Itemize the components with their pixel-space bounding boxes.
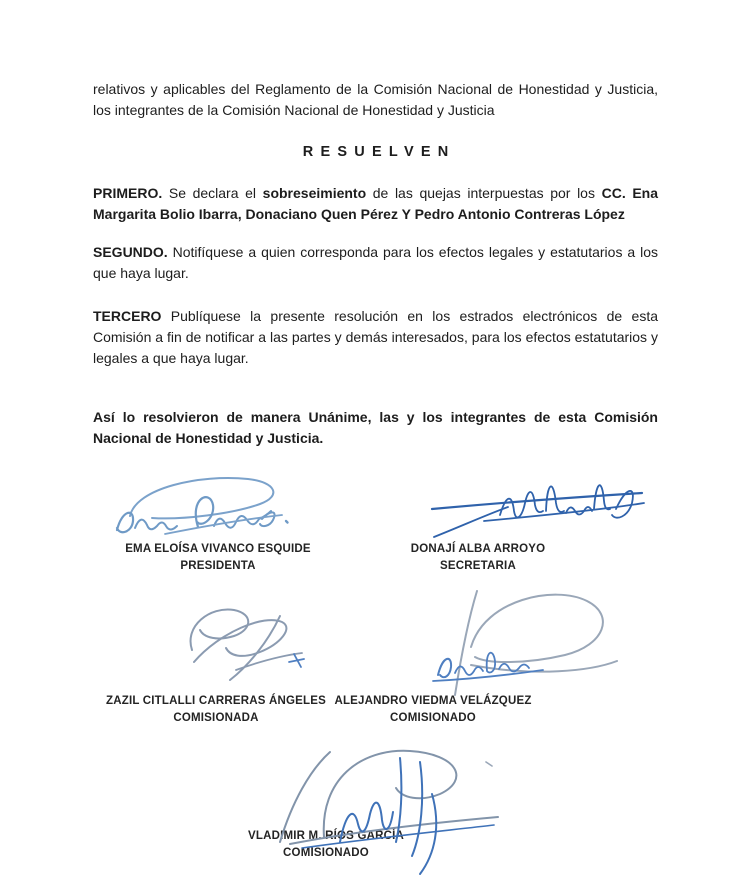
primero-bold-term: sobreseimiento <box>262 185 367 201</box>
segundo-label: SEGUNDO. <box>93 244 168 260</box>
primero-complainants: CC. Ena Margarita Bolio Ibarra, Donaciano Quen Pérez Y Pedro Antonio Contreras López <box>93 185 658 222</box>
primero-text-2: de las quejas interpuestas por los <box>366 185 602 201</box>
signatory-5-name: VLADIMIR M. RÍOS GARCÍA <box>247 830 404 842</box>
signatory-1-name: EMA ELOÍSA VIVANCO ESQUIDE <box>125 543 311 555</box>
signatory-4-label <box>303 693 563 727</box>
signatory-1-role: PRESIDENTA <box>180 560 256 572</box>
intro-paragraph <box>93 79 658 121</box>
signatory-2-name: DONAJÍ ALBA ARROYO <box>410 543 546 555</box>
signatory-4-role: COMISIONADO <box>390 712 476 724</box>
signatory-2-role: SECRETARIA <box>440 560 516 572</box>
tercero-text: Publíquese la presente resolución en los estrados electrónicos de esta Comisión a fin de notificar a las partes y demás interesados, para los efectos estatutarios y legales a que haya lugar. <box>93 308 658 366</box>
signatory-2-label <box>353 541 603 575</box>
primero-label: PRIMERO. <box>93 185 163 201</box>
signatory-3-role: COMISIONADA <box>173 712 259 724</box>
signatory-5-role: COMISIONADO <box>283 847 369 859</box>
signature-donaji-alba-arroyo-icon <box>428 473 646 543</box>
signature-vladimir-rios-icon <box>262 742 502 878</box>
resolution-primero <box>93 183 658 225</box>
resolution-segundo <box>93 242 658 284</box>
signature-alejandro-viedma-icon <box>425 585 620 697</box>
intro-text: relativos y aplicables del Reglamento de la Comisión Nacional de Honestidad y Justicia, los integrantes de la Comisión Nacional de Honestidad y Justicia <box>93 81 658 118</box>
signatory-3-name: ZAZIL CITLALLI CARRERAS ÁNGELES <box>105 695 326 707</box>
closing-paragraph: Así lo resolvieron de manera Unánime, las y los integrantes de esta Comisión Nacional de Honestidad y Justicia. <box>93 409 658 446</box>
signature-ema-eloisa-vivanco-icon <box>110 472 315 547</box>
segundo-text: Notifíquese a quien corresponda para los efectos legales y estatutarios a los que haya lugar. <box>93 244 658 281</box>
tercero-label: TERCERO <box>93 308 162 324</box>
signatory-4-name: ALEJANDRO VIEDMA VELÁZQUEZ <box>334 695 532 707</box>
resolution-tercero <box>93 306 658 369</box>
resuelven-heading: RESUELVEN <box>302 144 456 160</box>
primero-text-1: Se declara el <box>162 185 263 201</box>
signature-zazil-carreras-icon <box>180 598 335 686</box>
